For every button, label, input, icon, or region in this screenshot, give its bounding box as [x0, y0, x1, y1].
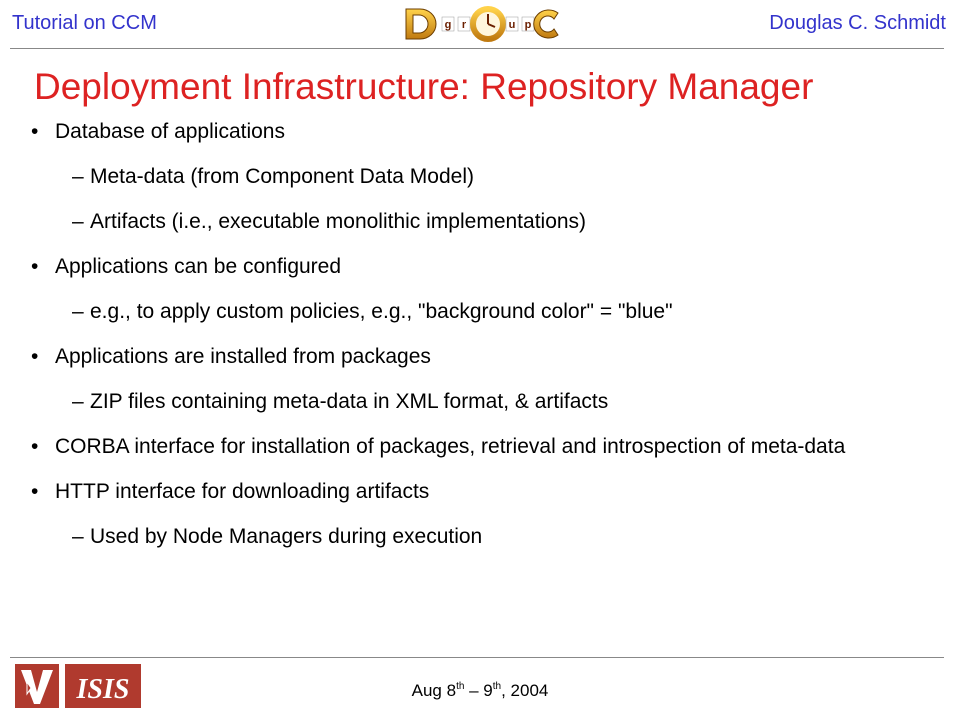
footer-date-sup-2: th: [492, 681, 502, 692]
dash-icon: –: [72, 165, 84, 188]
slide-title: Deployment Infrastructure: Repository Manager: [34, 66, 814, 107]
bullet-text: CORBA interface for installation of packages, retrieval and introspection of meta-data: [55, 435, 846, 458]
bullet-list: [30, 118, 940, 568]
bullet-text: HTTP interface for downloading artifacts: [55, 480, 430, 503]
header-course-title: Tutorial on CCM: [12, 12, 157, 34]
bullet-text: ZIP files containing meta-data in XML format, & artifacts: [90, 390, 609, 413]
dash-icon: –: [72, 390, 84, 413]
bullet-item: [30, 253, 940, 280]
bullet-text: Used by Node Managers during execution: [90, 525, 483, 548]
sub-bullet-item: [30, 388, 940, 415]
bullet-text: Meta-data (from Component Data Model): [90, 165, 474, 188]
sub-bullet-item: [30, 523, 940, 550]
dash-icon: –: [72, 210, 84, 233]
bullet-item: [30, 118, 940, 145]
logo-letter-u: u: [508, 19, 516, 31]
bullet-icon: •: [31, 345, 39, 368]
bullet-icon: •: [31, 435, 39, 458]
logo-letter-g: g: [444, 19, 452, 31]
footer-date-part-3: , 2004: [501, 681, 549, 700]
bullet-item: [30, 343, 940, 370]
header-author: Douglas C. Schmidt: [769, 12, 946, 34]
bullet-icon: •: [31, 480, 39, 503]
bullet-icon: •: [31, 255, 39, 278]
footer-date: [0, 681, 960, 701]
sub-bullet-item: [30, 208, 940, 235]
dash-icon: –: [72, 300, 84, 323]
bullet-text: Artifacts (i.e., executable monolithic implementations): [90, 210, 587, 233]
logo-letter-p: p: [524, 19, 532, 31]
isis-logo-text: ISIS: [76, 674, 130, 705]
bullet-icon: •: [31, 120, 39, 143]
header-divider: [10, 48, 944, 49]
footer-date-sup-1: th: [456, 681, 465, 692]
sub-bullet-item: [30, 163, 940, 190]
doc-group-logo: [402, 3, 562, 45]
footer-date-part-1: Aug 8: [411, 681, 457, 700]
bullet-item: [30, 433, 940, 460]
logo-letter-r: r: [461, 19, 467, 31]
bullet-text: Applications are installed from packages: [55, 345, 431, 368]
sub-bullet-item: [30, 298, 940, 325]
footer-divider: [10, 657, 944, 658]
bullet-item: [30, 478, 940, 505]
footer-date-part-2: – 9: [464, 681, 493, 700]
bullet-text: e.g., to apply custom policies, e.g., "background color" = "blue": [90, 300, 673, 323]
bullet-text: Database of applications: [55, 120, 285, 143]
dash-icon: –: [72, 525, 84, 548]
logo-letter-c: [534, 10, 558, 38]
logo-letter-d: [406, 9, 436, 39]
bullet-text: Applications can be configured: [55, 255, 342, 278]
